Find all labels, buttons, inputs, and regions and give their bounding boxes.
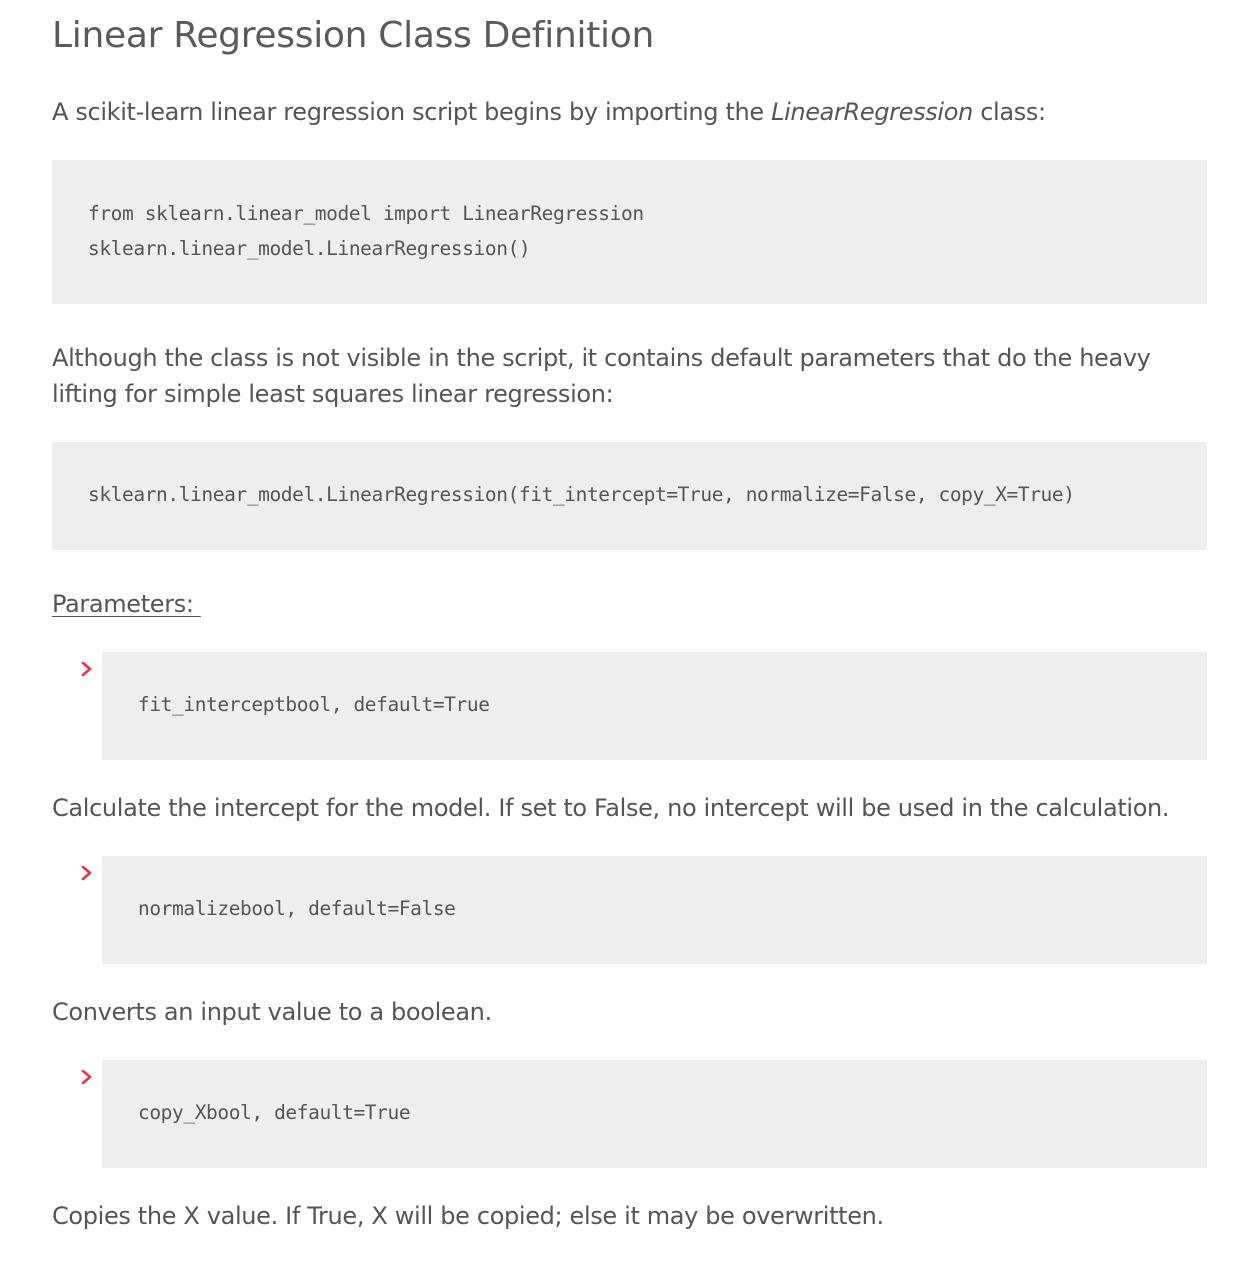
signature-code-block <box>52 442 1207 550</box>
code-line-signature: sklearn.linear_model.LinearRegression(fit_intercept=True, normalize=False, copy_X=True) <box>88 483 1075 506</box>
explanation-paragraph: Although the class is not visible in the script, it contains default parameters that do the heavy lifting for simple least squares linear regression: <box>52 344 1151 408</box>
code-line-constructor: sklearn.linear_model.LinearRegression() <box>88 237 531 260</box>
intro-class-name: LinearRegression <box>771 98 973 126</box>
intro-text-after: class: <box>972 98 1046 126</box>
code-line-import: from sklearn.linear_model import LinearRegression <box>88 202 644 225</box>
parameter-code-block <box>102 856 1207 964</box>
parameter-signature: fit_interceptbool, default=True <box>138 693 490 716</box>
parameter-code-block <box>102 652 1207 760</box>
import-code-block <box>52 160 1207 304</box>
intro-text-before: A scikit-learn linear regression script begins by importing the <box>52 98 772 126</box>
parameter-description: Copies the X value. If True, X will be copied; else it may be overwritten. <box>52 1202 884 1230</box>
parameter-description: Calculate the intercept for the model. If set to False, no intercept will be used in the calculation. <box>52 794 1170 822</box>
parameter-signature: normalizebool, default=False <box>138 897 456 920</box>
chevron-right-icon <box>80 1069 94 1085</box>
parameter-code-block <box>102 1060 1207 1168</box>
parameters-heading: Parameters: <box>52 590 201 618</box>
page-title: Linear Regression Class Definition <box>52 15 654 56</box>
chevron-right-icon <box>80 865 94 881</box>
parameter-description: Converts an input value to a boolean. <box>52 998 492 1026</box>
intro-paragraph <box>52 94 1046 130</box>
chevron-right-icon <box>80 661 94 677</box>
parameter-signature: copy_Xbool, default=True <box>138 1101 411 1124</box>
